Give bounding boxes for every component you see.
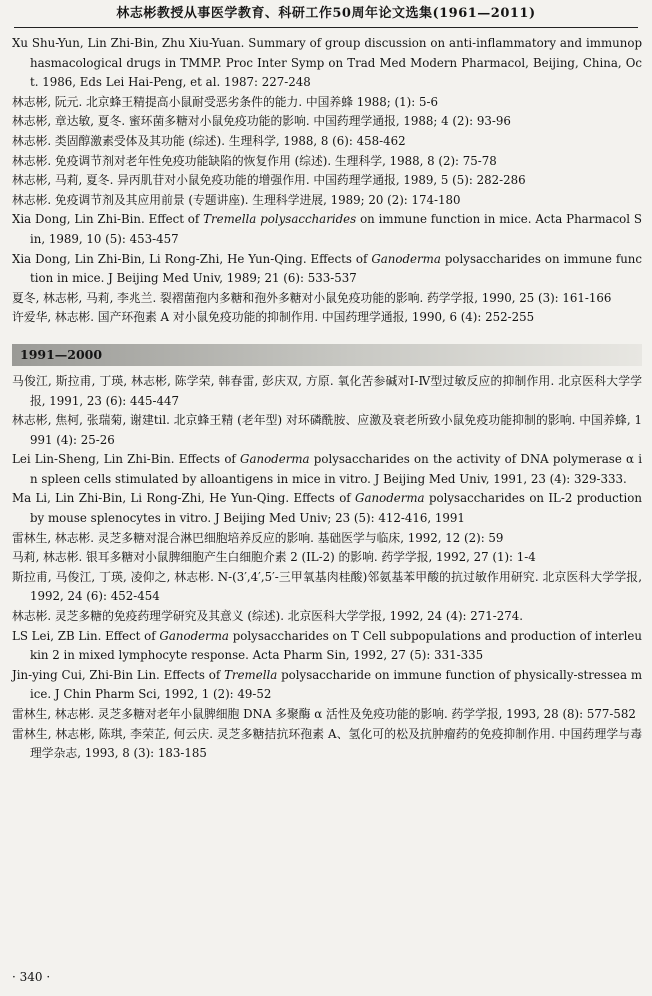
reference-entry: 林志彬, 焦柯, 张瑞菊, 谢建til. 北京蜂王精 (老年型) 对环磷酰胺、应激及衰老所致小鼠免疫功能抑制的影响. 中国养蜂, 1991 (4): 25-26 — [12, 413, 642, 447]
reference-entry: 马莉, 林志彬. 银耳多糖对小鼠脾细胞产生白细胞介素 2 (IL-2) 的影响. 药学学报, 1992, 27 (1): 1-4 — [12, 550, 536, 565]
header-rule — [14, 27, 638, 28]
reference-entry: 林志彬, 章达敏, 夏冬. 蜜环菌多糖对小鼠免疫功能的影响. 中国药理学通报, 1988; 4 (2): 93-96 — [12, 114, 511, 129]
reference-entry: 雷林生, 林志彬. 灵芝多糖对老年小鼠脾细胞 DNA 多聚酶 α 活性及免疫功能的影响. 药学学报, 1993, 28 (8): 577-582 — [12, 707, 636, 721]
reference-text: polysaccharides on IL-2 production by mouse splenocytes in vitro. J Beijing Med Univ; 23 (5): 412-416, 1991 — [30, 491, 642, 526]
section-heading-1991-2000: 1991—2000 — [12, 344, 642, 366]
page-number: · 340 · — [12, 970, 51, 984]
reference-text: Jin-ying Cui, Zhi-Bin Lin. Effects of — [12, 667, 225, 682]
running-header: 林志彬教授从事医学教育、科研工作50周年论文选集(1961—2011) — [116, 6, 536, 21]
reference-entry — [12, 250, 642, 289]
species-name: Ganoderma — [159, 628, 229, 643]
reference-list — [12, 34, 642, 764]
reference-entry — [12, 210, 642, 249]
reference-entry: 斯拉甫, 马俊江, 丁瑛, 凌仰之, 林志彬. N-(3′,4′,5′-三甲氧基肉桂酸)邻氨基苯甲酸的抗过敏作用研究. 北京医科大学学报, 1992, 24 (6): 452-454 — [12, 569, 642, 604]
reference-entry — [12, 627, 642, 666]
reference-entry: 林志彬. 类固醇激素受体及其功能 (综述). 生理科学, 1988, 8 (6): 458-462 — [12, 133, 406, 148]
reference-entry: 雷林生, 林志彬, 陈琪, 李荣芷, 何云庆. 灵芝多糖拮抗环孢素 A、氢化可的松及抗肿瘤药的免疫抑制作用. 中国药理学与毒理学杂志, 1993, 8 (3): 183-185 — [12, 726, 642, 761]
reference-text: polysaccharide on immune function of physically-stressea mice. J Chin Pharm Sci, 1992, 1 (2): 49-52 — [30, 667, 643, 702]
reference-entry — [12, 666, 642, 705]
reference-entry: 夏冬, 林志彬, 马莉, 李兆兰. 裂褶菌孢内多糖和孢外多糖对小鼠免疫功能的影响. 药学学报, 1990, 25 (3): 161-166 — [12, 290, 612, 305]
species-name: Tremella — [224, 667, 278, 682]
species-name: Ganoderma — [240, 452, 310, 467]
reference-entry — [12, 489, 642, 528]
species-name: Ganoderma — [355, 491, 425, 506]
reference-entry: 林志彬. 免疫调节剂对老年性免疫功能缺陷的恢复作用 (综述). 生理科学, 1988, 8 (2): 75-78 — [12, 153, 497, 168]
reference-text: polysaccharides on immune function in mice. J Beijing Med Univ, 1989; 21 (6): 533-537 — [30, 251, 642, 286]
reference-entry — [12, 450, 642, 489]
reference-text: Xia Dong, Lin Zhi-Bin. Effect of — [12, 212, 204, 227]
reference-text: polysaccharides on the activity of DNA polymerase α in spleen cells stimulated by alloantigens in mice in vitro. J Beijing Med Univ, 1991, 23 (4): 329-333. — [30, 452, 643, 486]
reference-entry: 雷林生, 林志彬. 灵芝多糖对混合淋巴细胞培养反应的影响. 基础医学与临床, 1992, 12 (2): 59 — [12, 530, 504, 545]
reference-text: Lei Lin-Sheng, Lin Zhi-Bin. Effects of — [12, 452, 241, 467]
species-name: Tremella polysaccharides — [203, 212, 357, 227]
reference-text: Ma Li, Lin Zhi-Bin, Li Rong-Zhi, He Yun-Qing. Effects of — [12, 491, 356, 506]
reference-entry: Xu Shu-Yun, Lin Zhi-Bin, Zhu Xiu-Yuan. Summary of group discussion on anti-inflammatory and immunophasmacological drugs in TMMP. Proc Inter Symp on Trad Med Modern Pharmacol, Beijing, China, Oct. 1986, Eds Lei Hai-Peng, et al. 1987: 227-248 — [12, 36, 642, 90]
reference-entry: 林志彬, 阮元. 北京蜂王精提高小鼠耐受恶劣条件的能力. 中国养蜂 1988; (1): 5-6 — [12, 94, 438, 109]
reference-entry: 林志彬. 灵芝多糖的免疫药理学研究及其意义 (综述). 北京医科大学学报, 1992, 24 (4): 271-274. — [12, 609, 524, 624]
reference-entry: 林志彬. 免疫调节剂及其应用前景 (专题讲座). 生理科学进展, 1989; 20 (2): 174-180 — [12, 192, 461, 207]
reference-entry: 林志彬, 马莉, 夏冬. 异丙肌苷对小鼠免疫功能的增强作用. 中国药理学通报, 1989, 5 (5): 282-286 — [12, 173, 526, 188]
reference-text: on immune function in mice. Acta Pharmacol Sin, 1989, 10 (5): 453-457 — [30, 212, 642, 246]
reference-entry: 马俊江, 斯拉甫, 丁瑛, 林志彬, 陈学荣, 韩春雷, 彭庆双, 方原. 氧化苦参碱对Ⅰ-Ⅳ型过敏反应的抑制作用. 北京医科大学学报, 1991, 23 (6): 445-447 — [12, 373, 642, 408]
reference-text: Xia Dong, Lin Zhi-Bin, Li Rong-Zhi, He Yun-Qing. Effects of — [12, 251, 372, 266]
reference-text: LS Lei, ZB Lin. Effect of — [12, 628, 160, 643]
reference-text: polysaccharides on T Cell subpopulations and production of interleukin 2 in mixed lymphocyte response. Acta Pharm Sin, 1992, 27 (5): 331-335 — [30, 628, 642, 663]
species-name: Ganoderma — [371, 251, 441, 266]
reference-entry: 许爱华, 林志彬. 国产环孢素 A 对小鼠免疫功能的抑制作用. 中国药理学通报, 1990, 6 (4): 252-255 — [12, 310, 535, 325]
